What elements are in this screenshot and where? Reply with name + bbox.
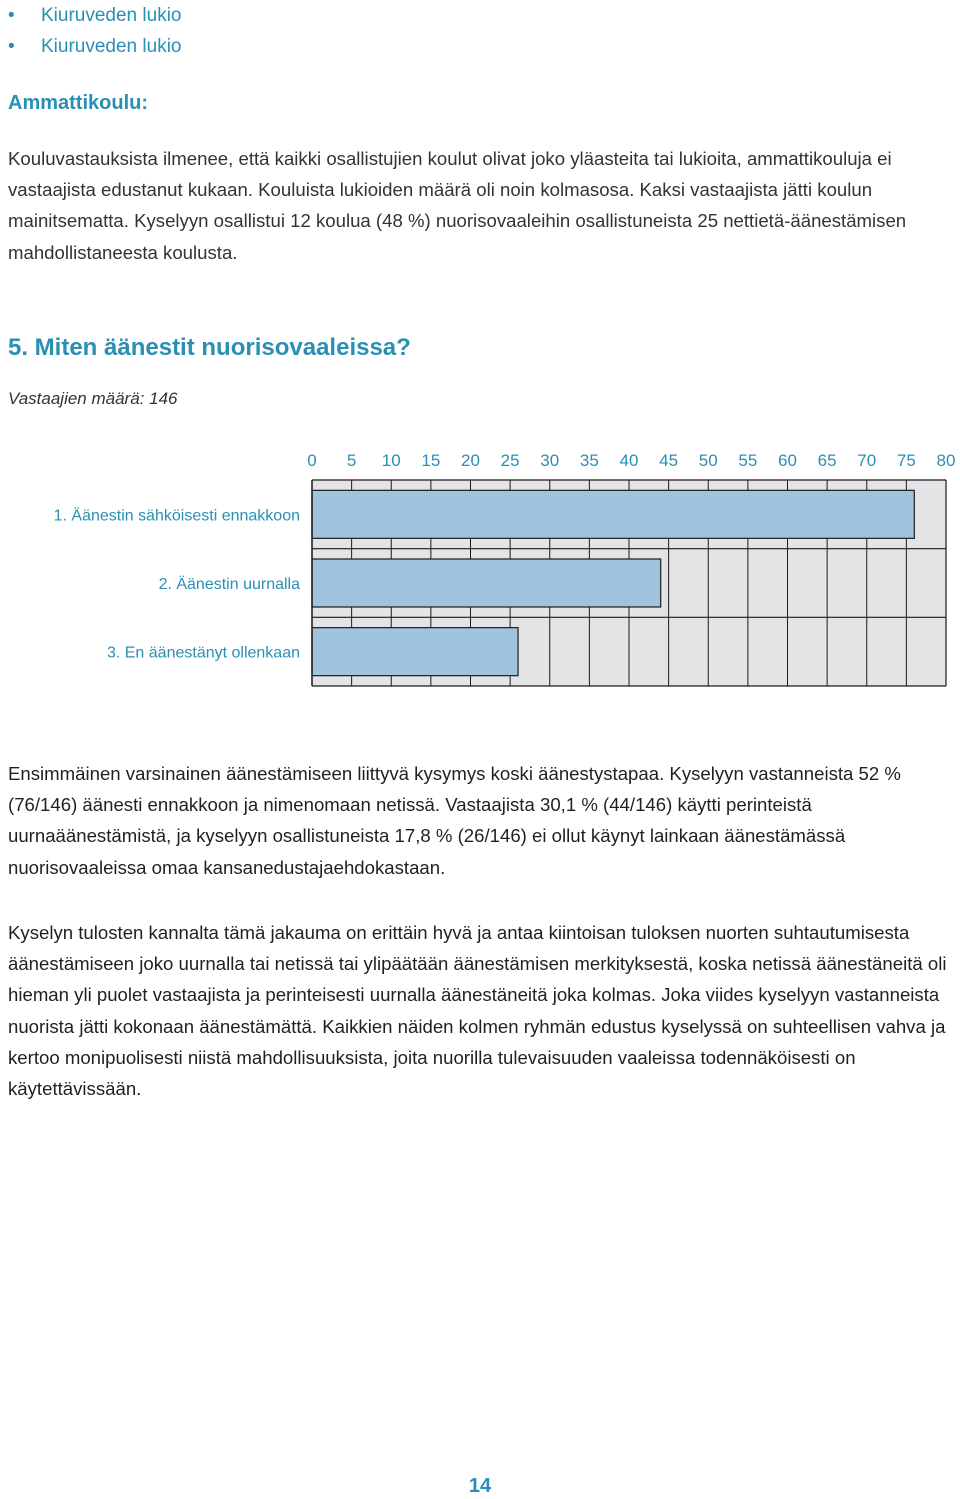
tick-label: 40 [619, 451, 639, 470]
category-label: 1. Äänestin sähköisesti ennakkoon [53, 507, 300, 525]
bullet-icon: • [8, 5, 15, 26]
tick-label: 75 [896, 451, 916, 470]
paragraph-results: Ensimmäinen varsinainen äänestämiseen liittyvä kysymys koski äänestystapaa. Kyselyyn vastanneista 52 % (76/146) äänesti ennakkoon ja nimenomaan netissä. Vastaajista 30,1 % (44/146) käytti perinteistä uurnaäänestämistä, ja kyselyyn osallistuneista 17,8 % (26/146) ei ollut käynyt lainkaan äänestämässä nuorisovaaleissa omaa kansanedustajaehdokastaan. [8, 763, 901, 878]
tick-label: 0 [307, 451, 317, 470]
paragraph-analysis: Kyselyn tulosten kannalta tämä jakauma on erittäin hyvä ja antaa kiintoisan tuloksen nuorten suhtautumisesta äänestämiseen joko uurnalla tai netissä tai ylipäätään äänestämisen merkityksestä, koska netissä äänestäneitä oli hieman yli puolet vastaajista ja perinteisesti uurnalla äänestäneitä joka kolmas. Joka viides kyselyyn vastanneista nuorista jätti kokonaan äänestämättä. Kaikkien näiden kolmen ryhmän edustus kyselyssä on suhteellisen vahva ja kertoo monipuolisesti niistä mahdollisuuksista, joita nuorilla tulevaisuuden vaaleissa todennäköisesti on käytettävissään. [8, 922, 947, 1100]
tick-label: 55 [738, 451, 758, 470]
tick-label: 60 [778, 451, 797, 470]
voting-method-chart [0, 440, 960, 700]
list-item [8, 31, 181, 62]
tick-label: 80 [936, 451, 956, 470]
bar [312, 628, 518, 676]
tick-label: 35 [579, 451, 599, 470]
bar [312, 490, 914, 538]
list-item [8, 0, 181, 31]
tick-label: 5 [346, 451, 357, 470]
tick-label: 65 [817, 451, 837, 470]
list-item-label: Kiuruveden lukio [41, 5, 182, 26]
tick-label: 70 [857, 451, 877, 470]
school-list [8, 0, 181, 62]
tick-label: 30 [540, 451, 560, 470]
tick-label: 10 [381, 451, 401, 470]
tick-label: 15 [421, 451, 441, 470]
tick-label: 20 [461, 451, 480, 470]
page-number: 14 [468, 1475, 492, 1497]
bar [312, 559, 661, 607]
tick-label: 25 [500, 451, 520, 470]
tick-label: 45 [659, 451, 679, 470]
section-heading: Ammattikoulu: [8, 92, 148, 114]
category-label: 3. En äänestänyt ollenkaan [106, 644, 300, 662]
respondent-count: Vastaajien määrä: 146 [8, 389, 178, 408]
paragraph-schools: Kouluvastauksista ilmenee, että kaikki osallistujien koulut olivat joko yläasteita tai lukioita, ammattikouluja ei vastaajista edustanut kukaan. Kouluista lukioiden määrä oli noin kolmasosa. Kaksi vastaajista jätti koulun mainitsematta. Kyselyyn osallistui 12 koulua (48 %) nuorisovaaleihin osallistuneista 25 nettietä-äänestämisen mahdollistaneesta koulusta. [8, 148, 907, 263]
category-label: 2. Äänestin uurnalla [158, 576, 300, 593]
question-title: 5. Miten äänestit nuorisovaaleissa? [8, 334, 411, 361]
list-item-label: Kiuruveden lukio [41, 36, 182, 57]
bullet-icon: • [8, 36, 15, 57]
tick-label: 50 [698, 451, 718, 470]
